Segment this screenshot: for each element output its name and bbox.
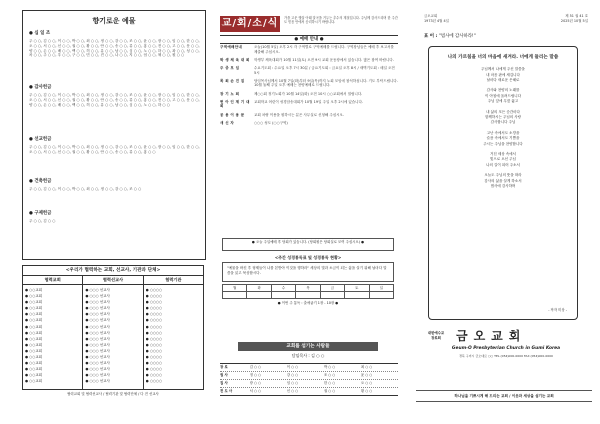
poem-line: 감사의 삶을 살게 하소서 [484,178,522,183]
poem-stanza [437,88,569,104]
schedule-cell [345,292,369,299]
header-partner-missionaries: 협력선교사 [83,276,143,284]
news-label: 헌 아 인 제 기 대 회 [220,99,250,109]
schedule-cell [223,292,247,299]
news-list [220,45,398,129]
partner-item: ● ○○○ 선교사 [85,306,110,311]
news-text: 오늘(10월 5일) 오후 2시 각 구역별로 구역예배를 드립니다. 구역장님들은 예배 후 보고서를 제출해 주십시오. [254,45,394,54]
partner-item: ● ○○○○ [145,300,163,305]
news-item [220,58,398,63]
poem-line: 감사합니다 주님 [490,120,516,125]
staff-name: 윤 ○ ○ [360,373,373,377]
partner-item: ● ○○○○ [145,318,163,323]
poem-box [428,46,578,320]
offering-title: 향기로운 예물 [92,17,136,25]
staff-name: 김 ○ ○ [249,365,262,369]
news-label: 장 기 노 회 [220,91,240,96]
partner-table-body [22,285,204,390]
news-item [220,45,398,54]
offering-panel [22,10,206,414]
news-subtitle: ● 예배 안내 ● [220,35,398,44]
partner-item: ● ○○교회 [25,306,43,311]
partner-item: ● ○○○○ [145,355,163,360]
offering-category [29,137,201,155]
schedule-cell [369,292,393,299]
poem-line: 내 삶의 모든 순간마다 [486,109,520,114]
staff-header [238,342,378,358]
poem-stanza [437,152,569,168]
header-partner-churches: 협력교회 [23,276,83,284]
partner-item: ● ○○○ 선교사 [85,330,110,335]
partner-item: ● ○○교회 [25,373,43,378]
church-address: 경북 구미시 금오대로 ○○ TEL (054)000-0000 FAX (054)000-0000 [459,354,553,359]
partner-item: ● ○○○○ [145,367,163,372]
issue-date: 2025년 10월 5일 [560,19,588,23]
schedule-day: 월 [223,285,247,292]
poem-line: 나의 길이 되어 주소서 [486,162,520,167]
partner-item: ● ○○교회 [25,294,43,299]
yearly-motto [424,34,476,40]
offering-category [29,211,201,224]
staff-name: 한 ○ ○ [323,381,336,385]
partner-item: ● ○○○○ [145,336,163,341]
partner-item: ● ○○○ 선교사 [85,342,110,347]
poem-line: 범사에 감사하며 [490,184,516,189]
partner-item: ● ○○○○ [145,288,163,292]
schedule-cell [320,292,344,299]
staff-row [220,364,398,372]
partner-item: ● ○○교회 [25,324,43,329]
staff-role: 집 사 [220,381,228,385]
partner-item: ● ○○○ 선교사 [85,336,110,341]
news-label: 공 용 이 용 문 [220,112,245,117]
schedule-blank-row [223,292,394,299]
schedule-day: 금 [320,285,344,292]
partner-table-title: <우리가 협력하는 교회, 선교사, 기관과 단체> [22,265,204,276]
partner-item: ● ○○○ 선교사 [85,294,110,299]
schedule-day: 수 [271,285,295,292]
staff-header-bar: 교회를 섬기는 사람들 [238,342,378,351]
partner-item: ● ○○교회 [25,336,43,341]
bible-reading-schedule [222,255,394,306]
partner-item: ● ○○○ 선교사 [85,361,110,366]
category-title: ● 선교헌금 [29,137,52,142]
news-intro: 가을 고운 햇살 아래 알곡을 거두는 추수의 계절입니다. 주님께 감사드리며 한 주간도 믿음 안에서 승리하시기 바랍니다. [284,16,398,25]
partner-item: ● ○○교회 [25,367,43,372]
staff-name: 이 ○ ○ [286,365,299,369]
schedule-cell [271,292,295,299]
church-vision-banner: 하나님을 기쁘시게 해 드리는 교회 / 이웃과 세상을 섬기는 교회 [416,390,592,402]
partner-item: ● ○○○ 선교사 [85,300,110,305]
schedule-day: 토 [345,285,369,292]
poem-stanza [437,67,569,83]
cover-header-right [561,14,588,24]
category-names: 주 ○ ○, 김 ○ ○, 이 ○ ○, 박 ○ ○, 최 ○ ○, 정 ○ ○, 강 ○ ○, 조 ○ ○, 윤 ○ ○, 장 ○ ○, 임 ○ ○, 한 ○ ○, 오 ○ ○, 서 ○ ○, 신 ○ ○, 권 ○ ○, 황 ○ ○, 안 ○ ○, 송 ○ ○, 류 ○ ○, 홍 ○ ○ [29,144,200,154]
news-item [220,66,398,75]
schedule-day: 화 [247,285,271,292]
poem-line: 슬픔 속에서도 기쁨을 [486,136,520,141]
poem-line: 빛으로 오신 주님 [490,157,516,162]
news-label: 구역예배안내 [220,45,243,49]
poem-line: 주시는 주님을 찬양합니다 [483,141,523,146]
staff-name: 황 ○ ○ [360,389,373,393]
category-names: 주 ○ ○, 김 ○ ○, 이 ○ ○, 박 ○ ○, 최 ○ ○, 정 ○ ○, 강 ○ ○, 조 ○ ○, 윤 ○ ○, 장 ○ ○, 임 ○ ○, 한 ○ ○, 오 ○ ○, 서 ○ ○, 신 ○ ○, 권 ○ ○, 황 ○ ○, 안 ○ ○, 송 ○ ○, 류 ○ ○, 홍 ○ ○, 전 ○ ○, 고 ○ ○, 문 ○ ○, 양 ○ ○, 손 ○ ○, 배 ○ ○, 백 ○ ○, 허 ○ ○, 유 ○ ○, 남 ○ ○, 심 ○ ○, 노 ○ ○, 하 ○ ○, 곽 ○ ○, 성 ○ ○, 차 ○ ○, 주 ○ ○, 우 ○ ○, 구 ○ ○, 민 ○ ○, 진 ○ ○, 나 ○ ○, 지 ○ ○, 엄 ○ ○, 채 ○ ○, 원 ○ ○ [29,38,200,58]
partner-item: ● ○○○○ [145,379,163,384]
header-partner-organizations: 협력기관 [165,277,182,282]
staff-name: 강 ○ ○ [286,373,299,377]
partner-item: ● ○○○○ [145,348,163,353]
category-names: 주 ○ ○, 김 ○ ○, 이 ○ ○, 박 ○ ○, 최 ○ ○, 정 ○ ○, 강 ○ ○, 조 ○ ○, 윤 ○ ○, 장 ○ ○, 임 ○ ○, 한 ○ ○, 오 ○ ○, 서 ○ ○, 신 ○ ○, 권 ○ ○, 황 ○ ○, 안 ○ ○, 송 ○ ○, 류 ○ ○, 홍 ○ ○, 전 ○ ○, 고 ○ ○, 문 ○ ○, 양 ○ ○, 손 ○ ○, 배 ○ ○, 백 ○ ○, 허 ○ ○, 유 ○ ○, 남 ○ ○, 심 ○ ○, 노 ○ ○, 하 ○ ○ [29,92,200,107]
schedule-cell [296,292,320,299]
partner-item: ● ○○교회 [25,312,43,317]
category-title: ● 구제헌금 [29,211,52,216]
issue-number: 제 51 권 41 호 [565,14,588,18]
announcement-band: ● 오늘 주일예배 후 당회가 있습니다. (당회원은 당회실로 모여 주십시오) ● [222,238,394,251]
church-name-row [424,328,588,344]
denomination-mark [424,331,448,341]
partner-missionaries-column [83,285,143,389]
poem-line: 감사와 찬양의 노래를 [486,88,520,93]
partner-item: ● ○○○○ [145,312,163,317]
partner-item: ● ○○교회 [25,379,43,384]
partner-item: ● ○○교회 [25,355,43,360]
poem-line: 함께하시는 주님의 사랑 [484,115,522,120]
news-item [220,121,398,126]
schedule-note: ● 이번 주 통독 : 출애굽기 1장 - 10장 ● [277,301,339,306]
offering-box [22,10,206,260]
founding-date: 1973년 4월 4일 [424,19,449,23]
church-short-name: 금오교회 [424,14,438,18]
partner-item: ● ○○○○ [145,373,163,378]
schedule-day: 목 [296,285,320,292]
poem-line: 내 마음 판에 새깁니다 [486,72,520,77]
partner-item: ● ○○교회 [25,288,43,292]
partner-item: ● ○○○ 선교사 [85,379,110,384]
news-item [220,79,398,88]
partner-item: ● ○○○○ [145,294,163,299]
poem-stanza [437,110,569,126]
schedule-cell [247,292,271,299]
news-item [220,92,398,97]
poem-stanza [437,173,569,189]
staff-name: 신 ○ ○ [286,389,299,393]
poem-title: 나의 가르침을 너의 마음에 새겨라. 너에게 들리는 말씀 [447,55,559,60]
news-text: 교회학교 어린이 성경암송대회가 10월 19일 주일 오후 2시에 있습니다. [254,99,364,104]
denomination-line-2: 장로회 [431,336,441,341]
staff-row [220,388,398,395]
partner-item: ● ○○교회 [25,361,43,366]
staff-name: 서 ○ ○ [249,389,262,393]
news-item [220,113,398,118]
poem-line: 주님 앞에 무릎 꿇고 [487,99,519,104]
partner-item: ● ○○교회 [25,348,43,353]
motto-text: "범사에 감사하라!" [438,34,476,39]
news-text: ○○○ 성도 (○○구역) [254,120,288,125]
staff-row [220,372,398,380]
partner-item: ● ○○○ 선교사 [85,318,110,323]
staff-name: 임 ○ ○ [286,381,299,385]
news-label: 새 신 자 [220,120,235,125]
schedule-title: <주간 성경통독표 및 성경통독 현황> [274,255,342,260]
staff-role: 장 로 [220,365,228,369]
church-identity [424,328,588,358]
staff-name: 박 ○ ○ [323,365,336,369]
poem-line: 오늘도 주님의 뜻을 따라 [484,173,522,178]
cover-header-left [424,14,449,24]
poem-line: 이 아침에 올려드립니다 [484,93,522,98]
news-label: 학 생 체 육 대 회 [220,57,250,62]
partner-item: ● ○○○ 선교사 [85,324,110,329]
news-text: 학생부 체육대회가 10월 11일(토) 오전 9시 교회 운동장에서 있습니다. 많은 참여 바랍니다. [254,57,394,62]
partner-item: ● ○○○○ [145,342,163,347]
poem-stanza [437,131,569,147]
staff-name: 권 ○ ○ [323,389,336,393]
church-english-name: Geum-O Presbyterian Church in Gumi Korea [451,346,561,352]
partner-item: ● ○○○ 선교사 [85,355,110,360]
partner-table-footer: 협력교회 및 협력선교사 / 협력기관 및 협력단체 / 다 전 선교사 [67,392,159,396]
schedule-text: "예물을 바친 후 형제들이 나를 본받아 이것을 행하라" 세상의 빛과 소금이 되는 삶을 살기 위해 날마다 말씀을 읽고 묵상합시다. [222,262,394,282]
schedule-table [222,284,394,299]
offering-category [29,85,201,107]
cover-panel [416,10,592,414]
partner-item: ● ○○○○ [145,324,163,329]
partner-item: ● ○○교회 [25,342,43,347]
church-name: 금오교회 [456,329,527,343]
partner-item: ● ○○○ 선교사 [85,373,110,378]
staff-name: 조 ○ ○ [323,373,336,377]
denomination-line-1: 대한예수교 [427,331,445,336]
news-label: 목 회 손 진 짐 [220,78,245,83]
partner-table-header [22,276,204,285]
poem-author: - 작자 미상 - [548,308,567,313]
partner-item: ● ○○○ 선교사 [85,288,110,292]
partner-item: ● ○○○○ [145,330,163,335]
partner-item: ● ○○○○ [145,361,163,366]
category-names: 주 ○ ○, 김 ○ ○ [29,218,56,223]
staff-row [220,380,398,388]
category-title: ● 십 일 조 [29,31,51,36]
news-text: 제○○회 정기노회가 10월 14일(화) 오전 10시 ○○교회에서 열립니다. [254,91,363,96]
partner-item: ● ○○○ 선교사 [85,312,110,317]
partner-churches-column [23,285,83,389]
poem-line: 주님께서 나에게 주신 말씀을 [481,67,525,72]
church-news-badge: 교/회/소/식 [220,16,280,32]
church-news-panel [214,10,400,414]
partner-item: ● ○○교회 [25,330,43,335]
staff-name: 장 ○ ○ [249,381,262,385]
partner-organizations-column [144,285,203,389]
schedule-days-row [223,285,394,292]
news-label: 주 중 모 임 [220,65,240,70]
category-title: ● 감사헌금 [29,85,52,90]
news-item [220,100,398,109]
partner-item: ● ○○교회 [25,300,43,305]
category-names: 주 ○ ○, 김 ○ ○, 이 ○ ○, 박 ○ ○, 최 ○ ○, 정 ○ ○, 강 ○ ○, 조 ○ ○ [29,186,142,191]
schedule-day: 일 [369,285,393,292]
staff-table [220,363,398,396]
category-title: ● 건축헌금 [29,179,52,184]
staff-role: 전 도 사 [220,389,233,393]
staff-name: 최 ○ ○ [360,365,373,369]
news-text: 수요기도회 : 수요일 오후 7시 30분 / 금요기도회 : 금요일 오후 8시 / 새벽기도회 : 매일 오전 5시 [254,65,395,75]
offering-category [29,179,201,192]
partner-item: ● ○○교회 [25,318,43,323]
poem-line: 고난 속에서도 소망을 [486,130,520,135]
partner-item: ● ○○○ 선교사 [85,367,110,372]
offering-category [29,31,201,58]
staff-role: 권 사 [220,373,228,377]
partner-item: ● ○○○○ [145,306,163,311]
senior-pastor: 담임목사 : 김 ○ ○ [291,353,325,358]
partner-item: ● ○○○ 선교사 [85,348,110,353]
partner-table [22,265,204,413]
staff-name: 오 ○ ○ [360,381,373,385]
poem-line: 날마다 새로운 은혜로 [486,78,520,82]
news-text: 교회 차량 이용을 원하시는 분은 사무실로 신청해 주십시오. [254,112,345,117]
poem-body [437,67,569,189]
motto-label: 표 어 : [424,34,438,39]
staff-name: 정 ○ ○ [249,373,262,377]
poem-line: 거친 세상 속에서 [490,152,516,157]
news-text: 담임목사님께서 10월 7일(화)부터 9일(목)까지 노회 모임에 참석하십니다. 기도 부탁드립니다. 10월 둘째 주일 오후 예배는 찬양예배로 드립니다. [254,78,398,88]
